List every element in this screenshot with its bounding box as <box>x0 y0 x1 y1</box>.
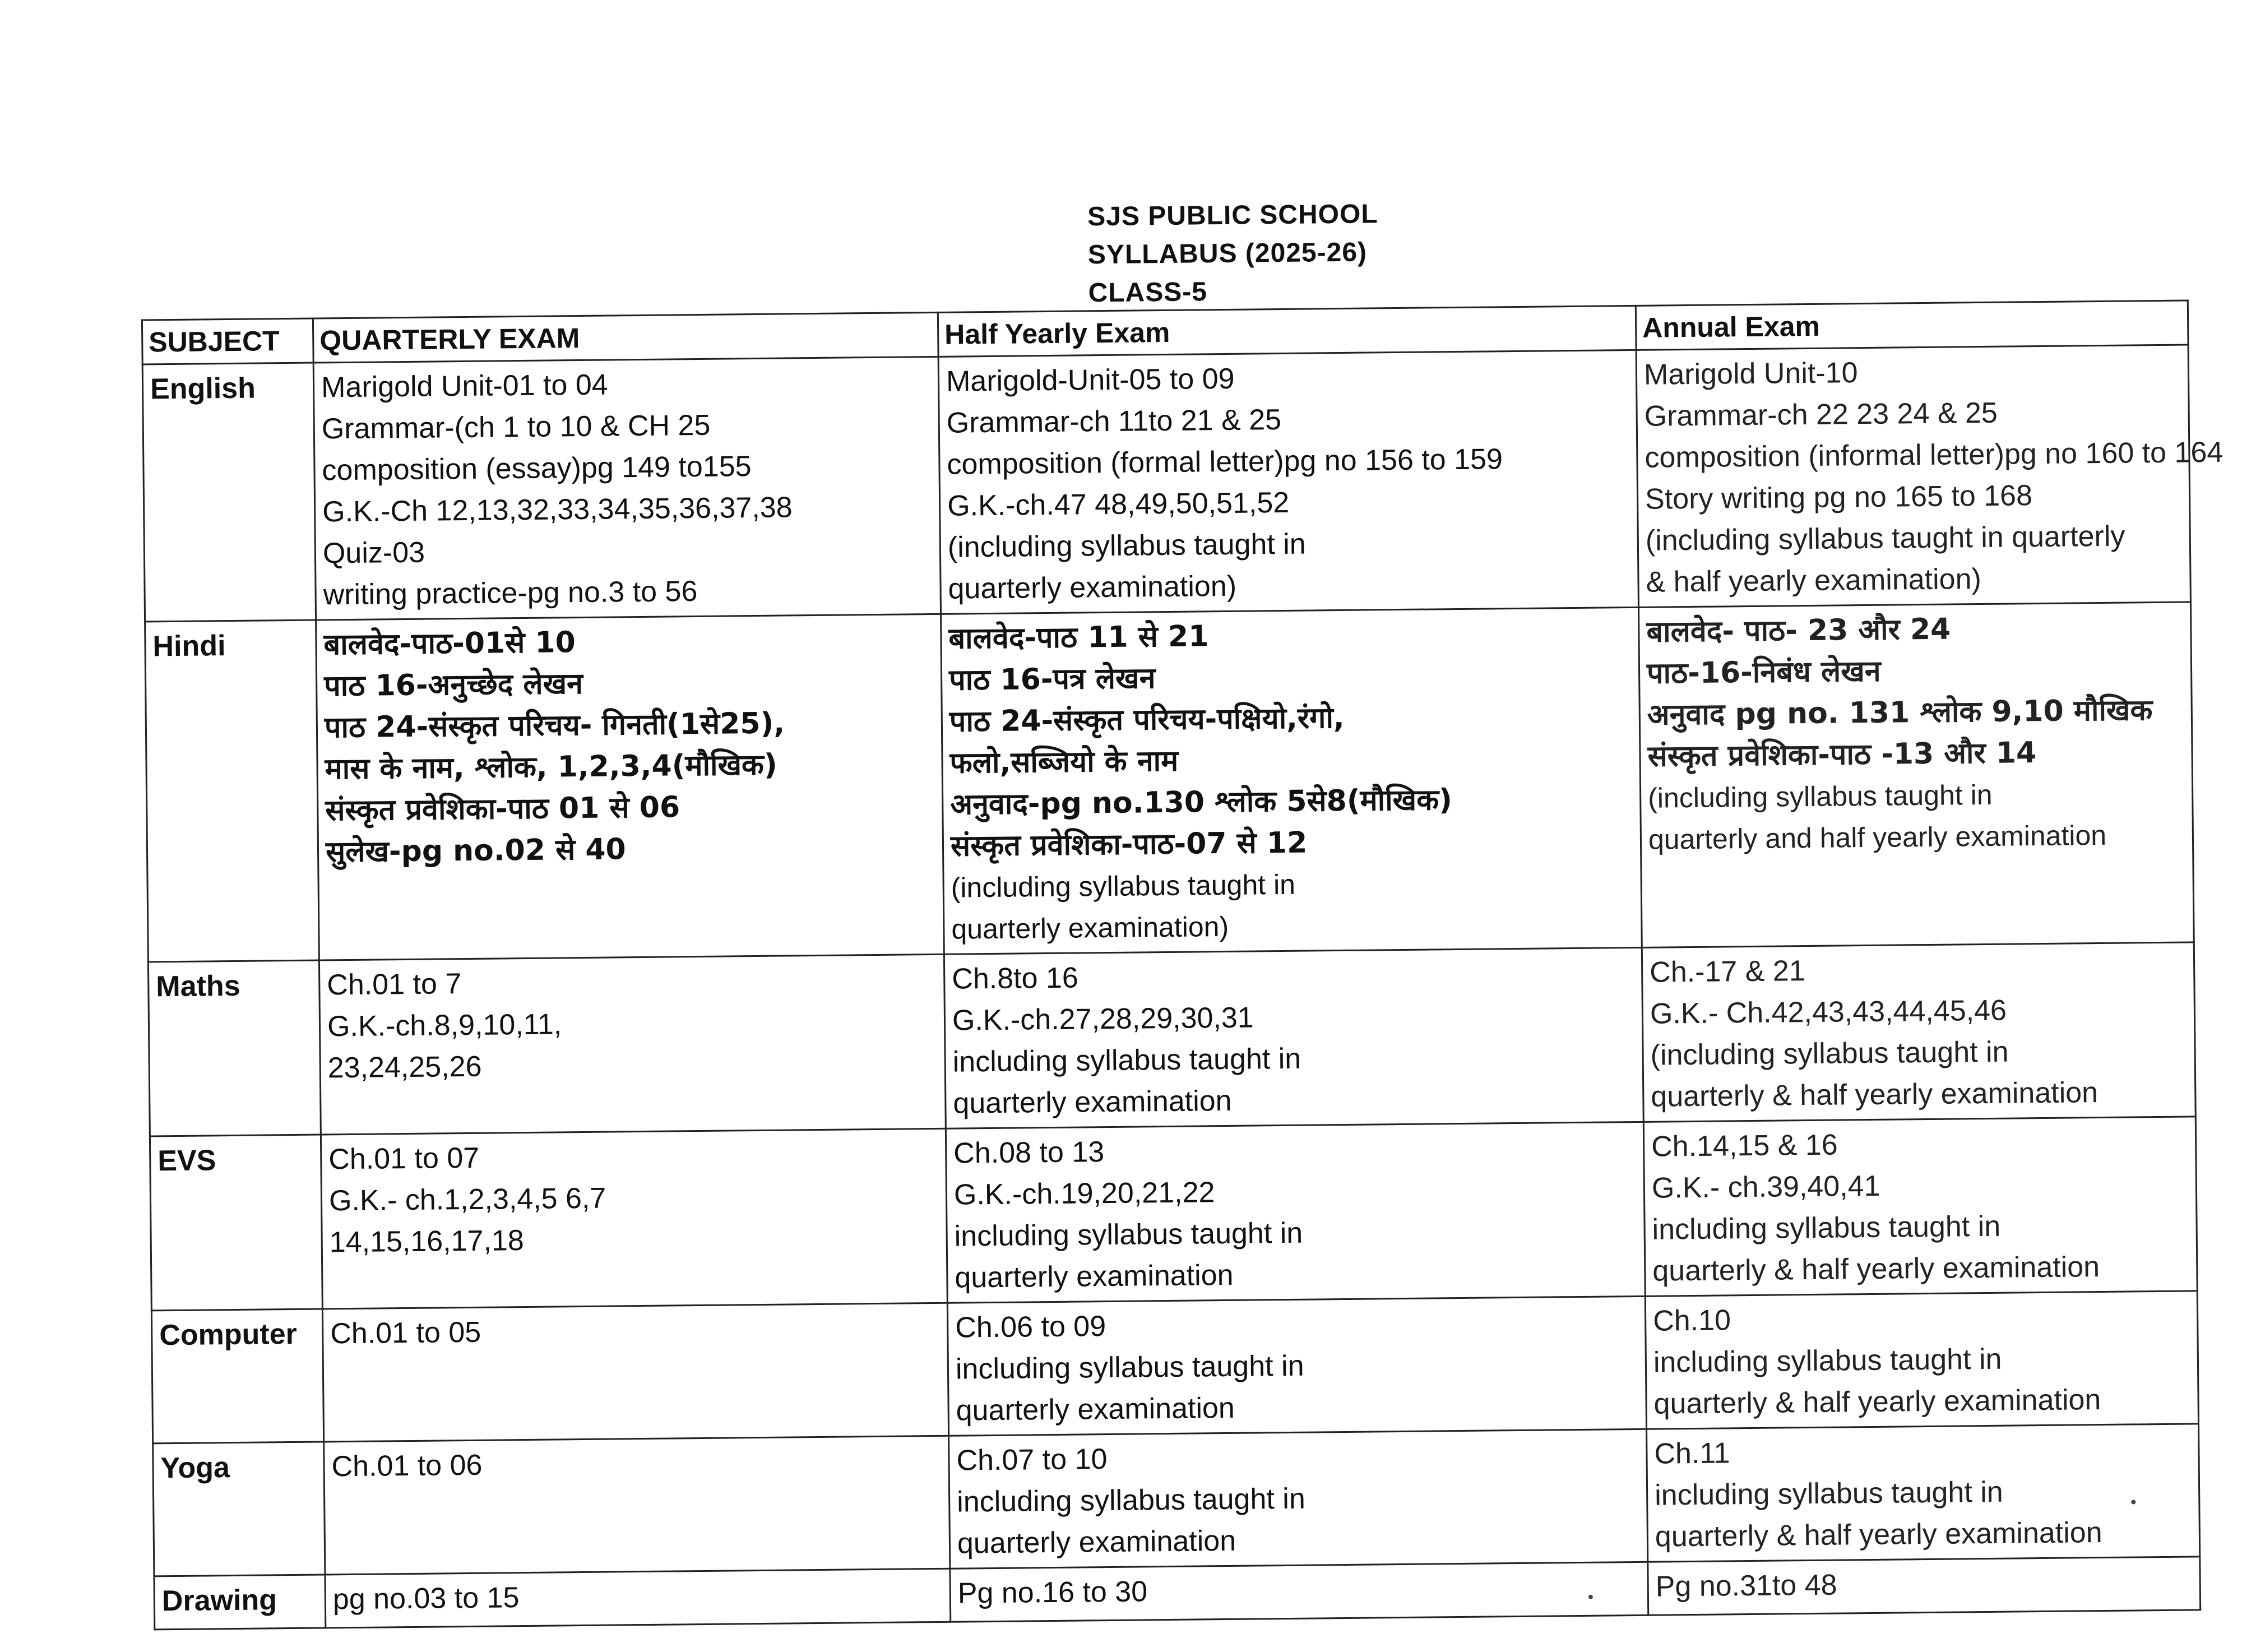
quarterly-cell <box>325 1568 951 1628</box>
syllabus-line: G.K.-Ch 12,13,32,33,34,35,36,37,38 <box>322 491 793 529</box>
syllabus-line: Ch.8to 16 <box>952 961 1079 996</box>
table-row <box>142 345 2190 622</box>
syllabus-line: बालवेद- पाठ- 23 और 24 <box>1646 612 1951 649</box>
syllabus-line: quarterly & half yearly examination <box>1655 1516 2102 1553</box>
scan-speck <box>2131 1500 2136 1504</box>
syllabus-line: संस्कृत प्रवेशिका-पाठ-07 से 12 <box>950 826 1308 863</box>
subject-cell: EVS <box>150 1135 322 1311</box>
syllabus-line: Ch.01 to 06 <box>331 1449 483 1483</box>
syllabus-line: quarterly examination) <box>948 570 1237 605</box>
annual-cell <box>1645 1291 2198 1429</box>
syllabus-line: G.K.- ch.39,40,41 <box>1651 1169 1880 1205</box>
syllabus-line: G.K.-ch.19,20,21,22 <box>953 1176 1215 1211</box>
syllabus-line: मास के नाम, श्लोक, 1,2,3,4(मौखिक) <box>325 748 777 786</box>
syllabus-line: Grammar-(ch 1 to 10 & CH 25 <box>321 409 711 446</box>
syllabus-line: Ch.01 to 7 <box>327 968 462 1002</box>
syllabus-line: बालवेद-पाठ 11 से 21 <box>948 619 1209 656</box>
syllabus-line: (including syllabus taught in <box>947 527 1306 564</box>
subject-cell: Computer <box>151 1309 323 1443</box>
annual-cell <box>1643 1117 2197 1296</box>
header-half-yearly-exam: Half Yearly Exam <box>938 306 1636 357</box>
quarterly-cell <box>322 1303 948 1442</box>
syllabus-line: Grammar-ch 22 23 24 & 25 <box>1644 396 1998 433</box>
syllabus-line: including syllabus taught in <box>1653 1343 2002 1379</box>
syllabus-line: G.K.- ch.1,2,3,4,5 6,7 <box>328 1182 606 1218</box>
subject-cell: Maths <box>148 960 321 1136</box>
syllabus-line: Ch.-17 & 21 <box>1649 955 1805 989</box>
half-yearly-cell <box>947 1296 1646 1436</box>
syllabus-line: G.K.- Ch.42,43,43,44,45,46 <box>1650 994 2007 1030</box>
syllabus-line: Pg no.16 to 30 <box>957 1575 1148 1610</box>
syllabus-line: पाठ 24-संस्कृत परिचय-पक्षियो,रंगो, <box>949 701 1345 739</box>
syllabus-line: quarterly & half yearly examination <box>1651 1076 2099 1113</box>
table-body <box>142 345 2224 1630</box>
syllabus-line: Story writing pg no 165 to 168 <box>1645 479 2033 516</box>
syllabus-line: Ch.01 to 05 <box>330 1316 481 1350</box>
syllabus-line: अनुवाद-pg no.130 श्लोक 5से8(मौखिक) <box>950 783 1453 822</box>
syllabus-line: Ch.06 to 09 <box>955 1310 1106 1344</box>
syllabus-line: including syllabus taught in <box>954 1216 1303 1253</box>
syllabus-line: 23,24,25,26 <box>327 1050 482 1085</box>
syllabus-line: quarterly examination <box>955 1258 1234 1294</box>
syllabus-table <box>141 299 2224 1630</box>
syllabus-line: including syllabus taught in <box>952 1042 1301 1079</box>
syllabus-line: Marigold-Unit-05 to 09 <box>946 362 1235 398</box>
syllabus-line: (including syllabus taught in <box>1647 779 1993 814</box>
syllabus-line: G.K.-ch.8,9,10,11, <box>327 1008 562 1043</box>
syllabus-line: writing practice-pg no.3 to 56 <box>323 575 698 612</box>
header-quarterly-exam: QUARTERLY EXAM <box>313 312 938 363</box>
syllabus-line: including syllabus taught in <box>955 1349 1304 1386</box>
syllabus-line: quarterly examination <box>957 1524 1236 1560</box>
subject-cell: Yoga <box>153 1442 325 1576</box>
table-row <box>151 1291 2198 1443</box>
quarterly-cell <box>319 954 946 1135</box>
syllabus-line: including syllabus taught in <box>1652 1210 2001 1246</box>
syllabus-line: पाठ 24-संस्कृत परिचय- गिनती(1से25), <box>324 706 785 745</box>
half-yearly-cell <box>938 350 1638 614</box>
syllabus-line: quarterly and half yearly examination <box>1648 819 2107 855</box>
syllabus-line: Ch.10 <box>1652 1304 1731 1338</box>
syllabus-line: Ch.07 to 10 <box>956 1443 1108 1477</box>
syllabus-line: pg no.03 to 15 <box>332 1581 520 1616</box>
school-name: SJS PUBLIC SCHOOL <box>1087 199 1378 232</box>
syllabus-line: Marigold Unit-10 <box>1643 357 1858 391</box>
syllabus-line: & half yearly examination) <box>1646 563 1982 599</box>
syllabus-line: संस्कृत प्रवेशिका-पाठ 01 से 06 <box>325 790 680 828</box>
syllabus-line: G.K.-ch.47 48,49,50,51,52 <box>947 486 1290 522</box>
syllabus-line: composition (formal letter)pg no 156 to 159 <box>947 443 1503 481</box>
half-yearly-cell <box>941 607 1642 954</box>
half-yearly-cell <box>949 1429 1648 1568</box>
subject-cell: Hindi <box>145 620 319 962</box>
syllabus-line: composition (informal letter)pg no 160 to 164 <box>1645 436 2224 474</box>
syllabus-line: पाठ 16-पत्र लेखन <box>948 661 1156 697</box>
syllabus-sheet <box>112 187 2224 1618</box>
half-yearly-cell <box>944 947 1643 1128</box>
annual-cell <box>1638 602 2194 947</box>
syllabus-line: बालवेद-पाठ-01से 10 <box>323 626 576 662</box>
scan-speck <box>1588 1595 1593 1599</box>
table-row <box>150 1117 2197 1311</box>
quarterly-cell <box>313 357 941 620</box>
syllabus-line: फलो,सब्जियो के नाम <box>949 744 1179 780</box>
syllabus-line: Ch.08 to 13 <box>953 1136 1105 1170</box>
annual-cell <box>1647 1424 2200 1562</box>
quarterly-cell <box>321 1128 947 1309</box>
subject-cell: English <box>142 363 316 622</box>
half-yearly-cell <box>946 1122 1645 1303</box>
quarterly-cell <box>324 1436 950 1575</box>
syllabus-line: quarterly & half yearly examination <box>1653 1383 2101 1420</box>
syllabus-line: 14,15,16,17,18 <box>329 1224 525 1259</box>
annual-cell <box>1642 942 2195 1122</box>
document-heading <box>1087 195 1481 313</box>
table-row <box>148 942 2195 1136</box>
header-annual-exam: Annual Exam <box>1636 300 2188 350</box>
syllabus-line: including syllabus taught in <box>956 1482 1306 1519</box>
syllabus-line: पाठ-16-निबंध लेखन <box>1646 654 1881 691</box>
syllabus-line: quarterly & half yearly examination <box>1652 1251 2100 1288</box>
syllabus-line: quarterly examination <box>956 1391 1235 1427</box>
annual-cell <box>1648 1557 2201 1615</box>
syllabus-line: quarterly examination) <box>951 910 1229 945</box>
syllabus-line: Marigold Unit-01 to 04 <box>321 368 608 404</box>
syllabus-line: (including syllabus taught in quarterly <box>1645 520 2125 557</box>
syllabus-line: quarterly examination <box>953 1084 1232 1120</box>
syllabus-line: Quiz-03 <box>322 536 425 570</box>
syllabus-line: Grammar-ch 11to 21 & 25 <box>946 403 1282 439</box>
syllabus-line: G.K.-ch.27,28,29,30,31 <box>952 1001 1254 1037</box>
table-row <box>145 602 2194 962</box>
syllabus-line: Ch.11 <box>1654 1437 1730 1470</box>
syllabus-line: (including syllabus taught in <box>951 868 1296 904</box>
syllabus-line: Ch.01 to 07 <box>328 1141 480 1176</box>
subject-cell: Drawing <box>154 1575 326 1630</box>
syllabus-line: (including syllabus taught in <box>1650 1035 2009 1072</box>
syllabus-line: संस्कृत प्रवेशिका-पाठ -13 और 14 <box>1647 736 2037 774</box>
syllabus-line: पाठ 16-अनुच्छेद लेखन <box>323 667 583 704</box>
table-row <box>153 1424 2200 1576</box>
syllabus-line: सुलेख-pg no.02 से 40 <box>325 832 626 869</box>
syllabus-line: Pg no.31to 48 <box>1655 1568 1837 1603</box>
syllabus-line: composition (essay)pg 149 to155 <box>322 450 752 487</box>
syllabus-year: SYLLABUS (2025-26) <box>1087 237 1368 270</box>
syllabus-line: including syllabus taught in <box>1654 1475 2003 1512</box>
half-yearly-cell <box>950 1562 1648 1622</box>
header-subject: SUBJECT <box>142 318 313 364</box>
syllabus-line: अनुवाद pg no. 131 श्लोक 9,10 मौखिक <box>1647 693 2153 732</box>
quarterly-cell <box>316 614 944 960</box>
syllabus-line: Ch.14,15 & 16 <box>1651 1128 1838 1163</box>
annual-cell <box>1636 345 2224 607</box>
class-label: CLASS-5 <box>1088 277 1208 308</box>
